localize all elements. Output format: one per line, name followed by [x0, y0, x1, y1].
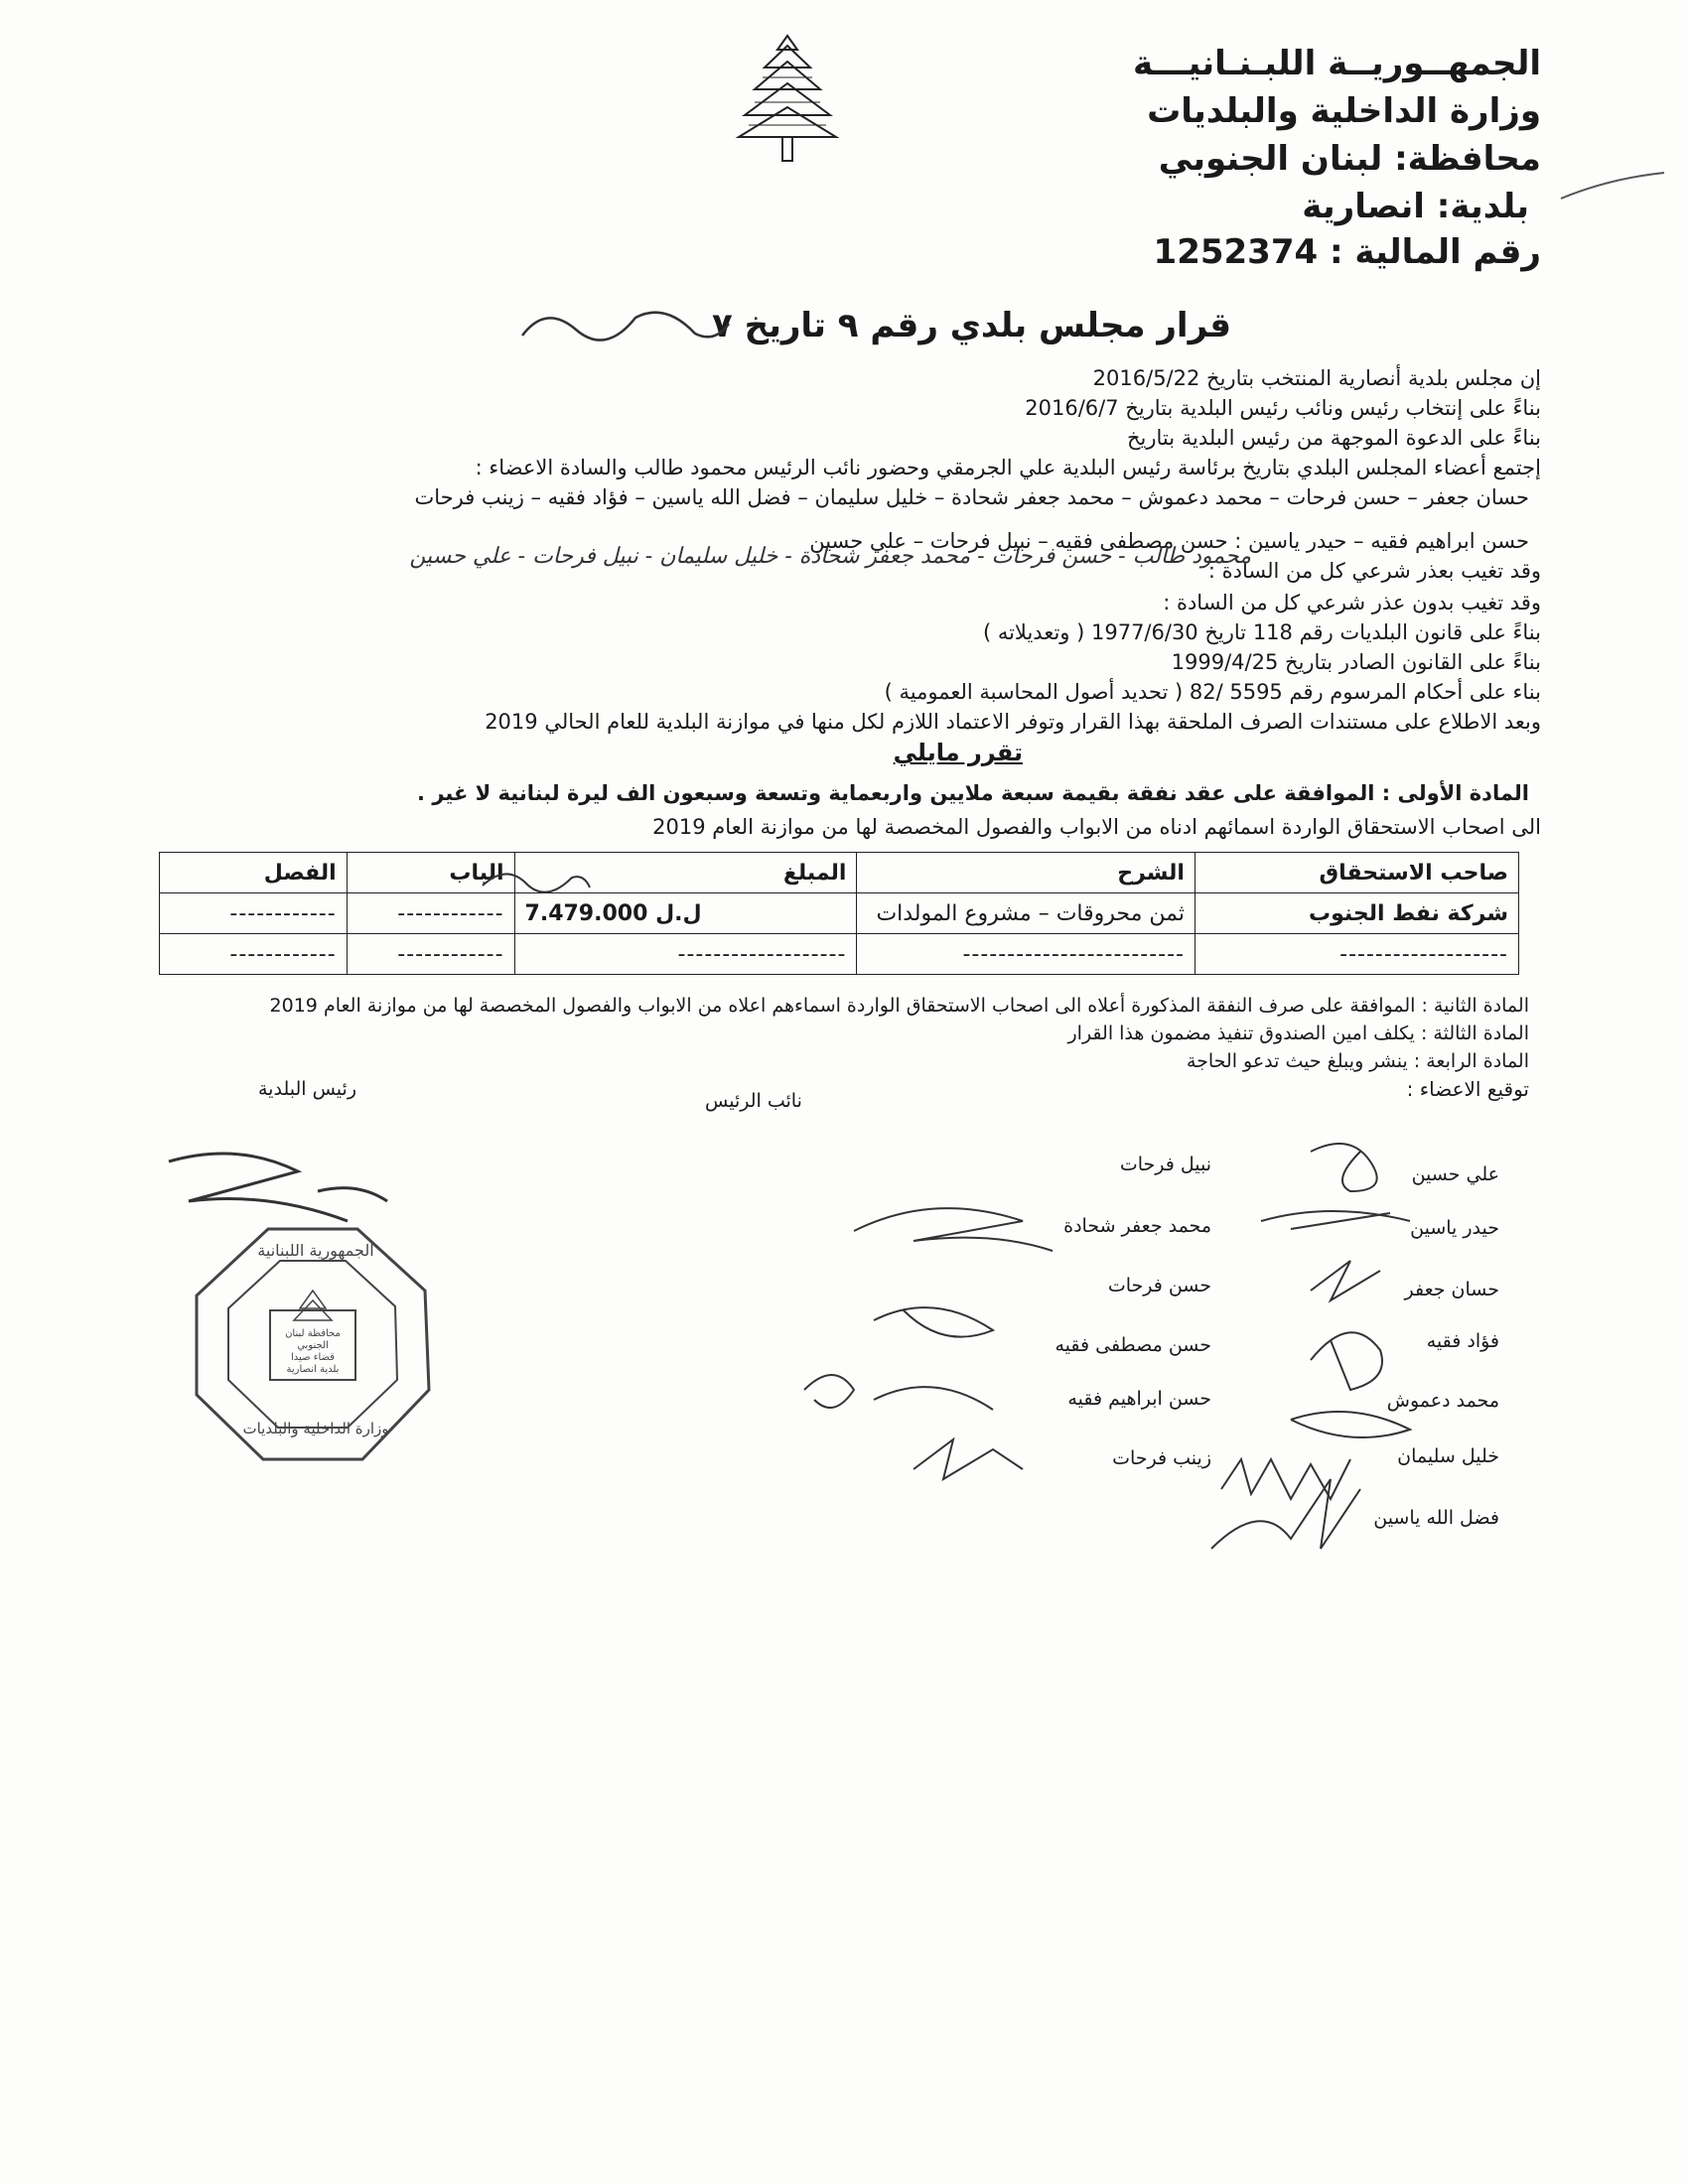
cell-amount: 7.479.000 ل.ل [514, 893, 857, 934]
stamp-inner-line: بلدية انصارية [286, 1364, 340, 1375]
signer-name: حيدر ياسين [1410, 1217, 1499, 1239]
article-2: المادة الثانية : الموافقة على صرف النفقة المذكورة أعلاه الى اصحاب الاستحقاق الواردة اسماءهم اعلاه من الابواب والفصول المخصصة لها من موازنة العام 2019 [269, 995, 1529, 1017]
mayor-label: رئيس البلدية [258, 1078, 356, 1100]
signer-name: علي حسين [1411, 1163, 1499, 1185]
margin-pen-stroke [1559, 169, 1668, 208]
amount-initials-scribble [477, 860, 596, 899]
preamble-line-3: بناءً على الدعوة الموجهة من رئيس البلدية بتاريخ [1126, 426, 1541, 450]
financial-number: رقم المالية : 1252374 [1153, 232, 1541, 272]
table-header-row [160, 853, 1519, 893]
handwritten-absent-names: محمود طالب - حسن فرحات - محمد جعفر شحادة - خليل سليمان - نبيل فرحات - علي حسين [409, 544, 1251, 569]
col-beneficiary: صاحب الاستحقاق [1195, 853, 1518, 893]
preamble-line-8: وقد تغيب بدون عذر شرعي كل من السادة : [1163, 591, 1541, 614]
col-section: الباب [347, 853, 514, 893]
municipality-label: بلدية: انصارية [1302, 187, 1529, 226]
stamp-outer-top: الجمهورية اللبنانية [257, 1241, 374, 1260]
cell-beneficiary: ------------------- [1195, 934, 1518, 975]
ministry-title: وزارة الداخلية والبلديات [1147, 91, 1541, 131]
preamble-line-9: بناءً على قانون البلديات رقم 118 تاريخ 1977/6/30 ( وتعديلاته ) [982, 620, 1541, 644]
stamp-inner-line: قضاء صيدا [291, 1352, 335, 1363]
preamble-line-5: حسان جعفر – حسن فرحات – محمد دعموش – محمد جعفر شحادة – خليل سليمان – فضل الله ياسين – فؤاد فقيه – زينب فرحات [414, 485, 1529, 509]
cedar-emblem-icon [733, 28, 842, 167]
preamble-line-10: بناءً على القانون الصادر بتاريخ 1999/4/25 [1171, 650, 1541, 674]
preamble-line-4: إجتمع أعضاء المجلس البلدي بتاريخ برئاسة رئيس البلدية علي الجرمقي وحضور نائب الرئيس محمود طالب والسادة الاعضاء : [475, 456, 1541, 479]
stamp-outer-bottom: وزارة الداخلية والبلديات [242, 1420, 389, 1437]
expense-table [159, 852, 1519, 975]
cell-beneficiary: شركة نفط الجنوب [1195, 893, 1518, 934]
table-row [160, 934, 1519, 975]
cell-amount: ------------------- [514, 934, 857, 975]
preamble-line-1: إن مجلس بلدية أنصارية المنتخب بتاريخ 2016/5/22 [1092, 366, 1541, 390]
col-description: الشرح [857, 853, 1196, 893]
cell-section: ------------ [347, 893, 514, 934]
cell-description: ثمن محروقات – مشروع المولدات [857, 893, 1196, 934]
handwritten-date-scribble [516, 294, 735, 353]
preamble-line-7: وقد تغيب بعذر شرعي كل من السادة : [1207, 559, 1541, 583]
signer-name: نبيل فرحات [1119, 1154, 1211, 1175]
signer-name: محمد دعموش [1386, 1390, 1499, 1412]
stamp-inner-line: محافظة لبنان الجنوبي [285, 1328, 341, 1351]
article-1-cont: الى اصحاب الاستحقاق الواردة اسمائهم ادناه من الابواب والفصول المخصصة لها من موازنة العام 2019 [652, 815, 1541, 839]
col-chapter: الفصل [160, 853, 348, 893]
signer-name: حسن ابراهيم فقيه [1067, 1388, 1211, 1410]
cell-chapter: ------------ [160, 934, 348, 975]
member-signatures-scribbles [794, 1122, 1509, 1559]
signer-name: زينب فرحات [1112, 1447, 1211, 1469]
preamble-line-11: بناء على أحكام المرسوم رقم 5595 /82 ( تحديد أصول المحاسبة العمومية ) [884, 680, 1541, 704]
signer-name: حسن مصطفى فقيه [1055, 1334, 1211, 1356]
table-row [160, 893, 1519, 934]
members-signature-label: توقيع الاعضاء : [1406, 1077, 1529, 1101]
decides-heading: تقرر مايلي [893, 739, 1023, 766]
preamble-line-6: حسن ابراهيم فقيه – حيدر ياسين : حسن مصطفى فقيه – نبيل فرحات – علي حسين [809, 529, 1529, 553]
signer-name: حسن فرحات [1107, 1275, 1211, 1297]
article-1: المادة الأولى : الموافقة على عقد نفقة بقيمة سبعة ملايين واربعماية وتسعة وسبعون الف ليرة لبنانية لا غير . [417, 781, 1529, 805]
cell-section: ------------ [347, 934, 514, 975]
signer-name: خليل سليمان [1397, 1445, 1499, 1467]
signer-name: محمد جعفر شحادة [1063, 1215, 1211, 1237]
cell-description: ------------------------- [857, 934, 1196, 975]
article-4: المادة الرابعة : ينشر ويبلغ حيث تدعو الحاجة [1186, 1050, 1529, 1072]
preamble-line-12: وبعد الاطلاع على مستندات الصرف الملحقة بهذا القرار وتوفر الاعتماد اللازم لكل منها في موازنة البلدية للعام الحالي 2019 [485, 710, 1541, 734]
article-3: المادة الثالثة : يكلف امين الصندوق تنفيذ مضمون هذا القرار [1067, 1023, 1529, 1044]
stamp-inner-text [270, 1328, 355, 1376]
republic-title: الجمهــوريــة اللبـنـانيـــة [1133, 44, 1541, 83]
signer-name: فضل الله ياسين [1373, 1507, 1499, 1529]
preamble-line-2: بناءً على إنتخاب رئيس ونائب رئيس البلدية بتاريخ 2016/6/7 [1025, 396, 1541, 420]
signer-name: حسان جعفر [1404, 1279, 1499, 1300]
governorate-label: محافظة: لبنان الجنوبي [1158, 139, 1541, 179]
deputy-label: نائب الرئيس [705, 1090, 802, 1112]
signer-name: فؤاد فقيه [1426, 1330, 1499, 1352]
col-amount: المبلغ [514, 853, 857, 893]
decision-title: قرار مجلس بلدي رقم ٩ تاريخ ٧ [711, 306, 1231, 345]
cell-chapter: ------------ [160, 893, 348, 934]
